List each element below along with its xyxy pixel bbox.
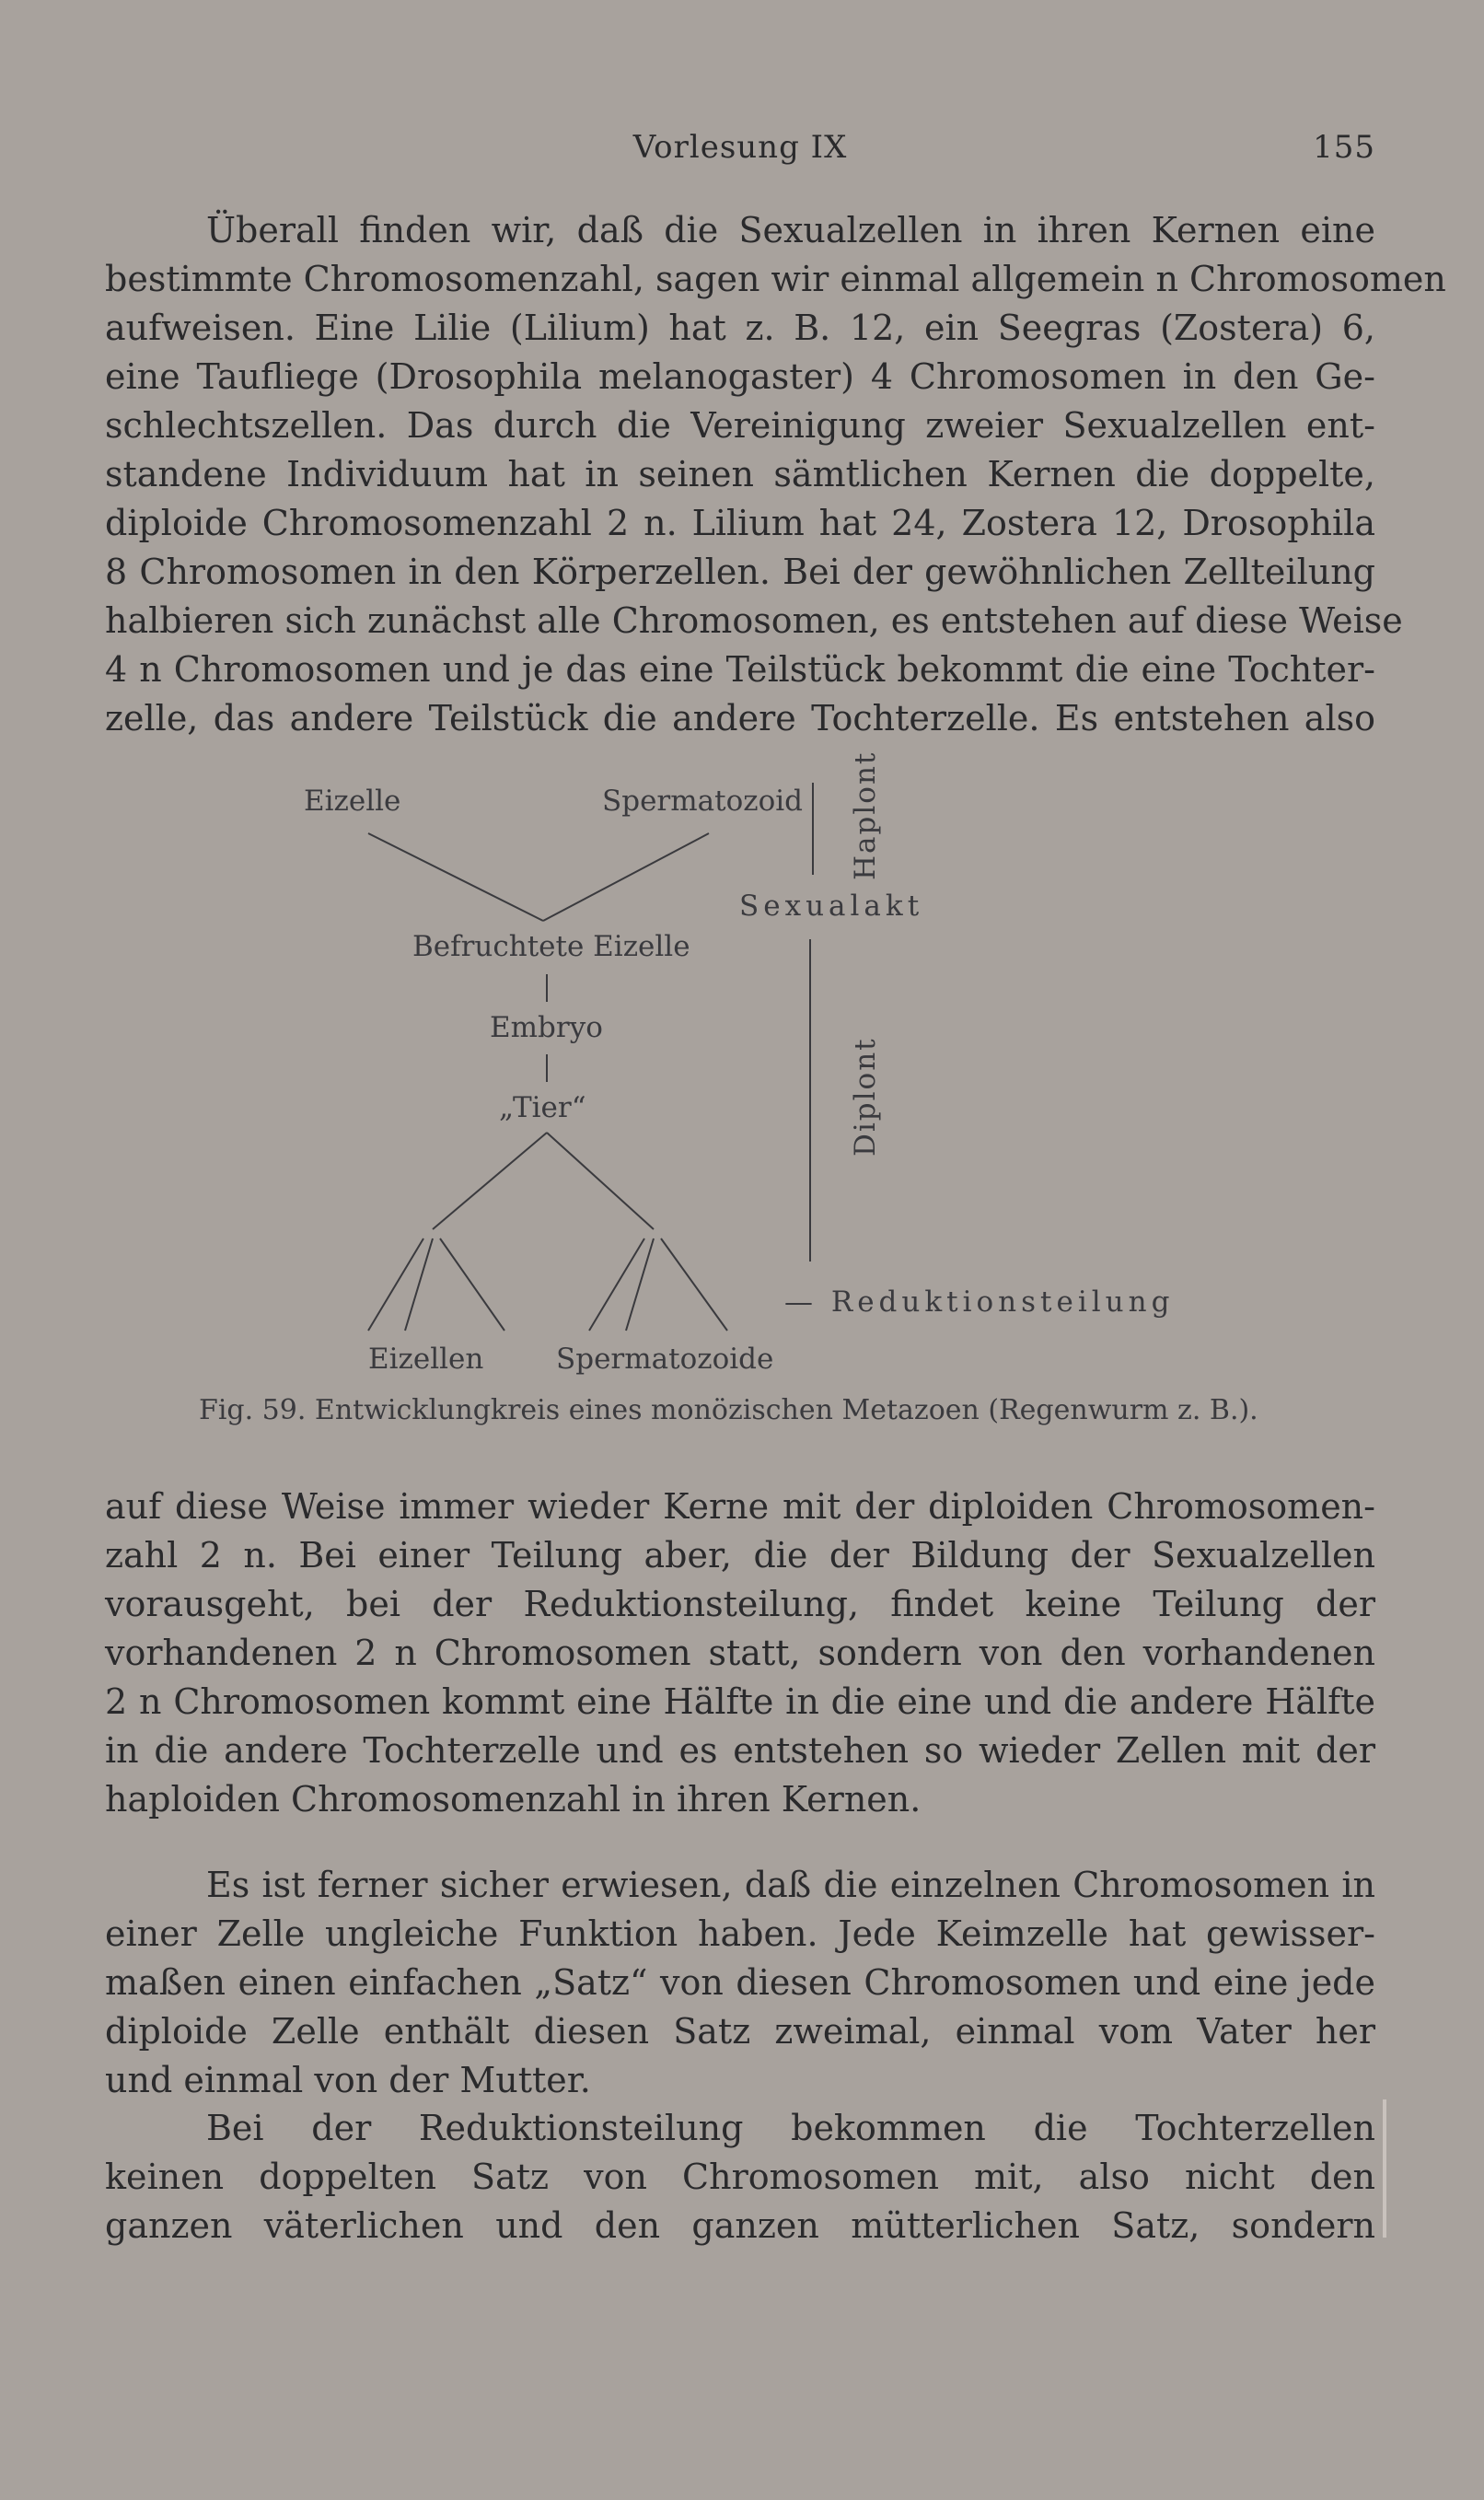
label-spermatozoide: Spermatozoide bbox=[556, 1343, 774, 1376]
eizellen-branch bbox=[440, 1238, 504, 1331]
label-reduktionsteilung: — Reduktionsteilung bbox=[784, 1285, 1175, 1319]
spermatozoide-branch bbox=[626, 1238, 654, 1331]
text-line: keinen doppelten Satz von Chromosomen mit, also nicht den bbox=[105, 2157, 1375, 2197]
text-line: haploiden Chromosomenzahl in ihren Kernen. bbox=[105, 1779, 922, 1820]
eizellen-branch bbox=[368, 1238, 423, 1331]
text-line: standene Individuum hat in seinen sämtlichen Kernen die doppelte, bbox=[105, 454, 1375, 494]
text-line: schlechtszellen. Das durch die Vereinigung zweier Sexualzellen ent- bbox=[105, 405, 1375, 446]
page-edge-mark bbox=[1383, 2099, 1386, 2238]
paragraph-3 bbox=[105, 1861, 1375, 2105]
text-line: 4 n Chromosomen und je das eine Teilstück bekommt die eine Tochter- bbox=[105, 649, 1375, 690]
label-befruchtete-eizelle: Befruchtete Eizelle bbox=[412, 930, 690, 963]
text-line: halbieren sich zunächst alle Chromosomen, es entstehen auf diese Weise bbox=[105, 600, 1403, 641]
label-spermatozoid: Spermatozoid bbox=[602, 785, 803, 818]
text-line: einer Zelle ungleiche Funktion haben. Jede Keimzelle hat gewisser- bbox=[105, 1913, 1375, 1954]
text-line: 2 n Chromosomen kommt eine Hälfte in die eine und die andere Hälfte bbox=[105, 1681, 1375, 1722]
text-line: bestimmte Chromosomenzahl, sagen wir einmal allgemein n Chromosomen bbox=[105, 259, 1446, 299]
tier-left-branch bbox=[433, 1133, 547, 1229]
spermatozoid-connector bbox=[543, 833, 709, 921]
text-line: und einmal von der Mutter. bbox=[105, 2060, 591, 2100]
figure-caption: Fig. 59. Entwicklungkreis eines monözischen Metazoen (Regenwurm z. B.). bbox=[199, 1394, 1258, 1426]
text-line: Es ist ferner sicher erwiesen, daß die einzelnen Chromosomen in bbox=[206, 1865, 1375, 1905]
eizellen-branch bbox=[405, 1238, 433, 1331]
label-haplont: Haplont bbox=[849, 750, 882, 880]
text-line: zelle, das andere Teilstück die andere Tochterzelle. Es entstehen also bbox=[105, 698, 1375, 738]
running-title: Vorlesung IX bbox=[632, 129, 848, 166]
text-line: zahl 2 n. Bei einer Teilung aber, die der Bildung der Sexualzellen bbox=[105, 1535, 1375, 1576]
text-line: Bei der Reduktionsteilung bekommen die Tochterzellen bbox=[206, 2108, 1375, 2148]
label-eizelle: Eizelle bbox=[304, 785, 401, 818]
text-line: Überall finden wir, daß die Sexualzellen in ihren Kernen eine bbox=[206, 210, 1375, 250]
text-line: eine Taufliege (Drosophila melanogaster) 4 Chromosomen in den Ge- bbox=[105, 356, 1375, 397]
paragraph-2 bbox=[105, 1483, 1375, 1824]
label-sexualakt: Sexualakt bbox=[739, 890, 924, 923]
page-number: 155 bbox=[1313, 129, 1375, 166]
paragraph-4 bbox=[105, 2104, 1375, 2250]
spermatozoide-branch bbox=[661, 1238, 727, 1331]
text-line: vorhandenen 2 n Chromosomen statt, sondern von den vorhandenen bbox=[105, 1633, 1375, 1673]
text-line: in die andere Tochterzelle und es entstehen so wieder Zellen mit der bbox=[105, 1730, 1375, 1771]
text-line: auf diese Weise immer wieder Kerne mit der diploiden Chromosomen- bbox=[105, 1486, 1375, 1527]
label-diplont: Diplont bbox=[849, 1037, 882, 1157]
text-line: diploide Chromosomenzahl 2 n. Lilium hat 24, Zostera 12, Drosophila bbox=[105, 503, 1375, 543]
text-line: aufweisen. Eine Lilie (Lilium) hat z. B. 12, ein Seegras (Zostera) 6, bbox=[105, 308, 1375, 348]
text-line: ganzen väterlichen und den ganzen mütterlichen Satz, sondern bbox=[105, 2205, 1375, 2246]
label-tier: „Tier“ bbox=[499, 1091, 586, 1124]
label-eizellen: Eizellen bbox=[368, 1343, 484, 1376]
text-line: diploide Zelle enthält diesen Satz zweimal, einmal vom Vater her bbox=[105, 2011, 1375, 2052]
text-line: vorausgeht, bei der Reduktionsteilung, findet keine Teilung der bbox=[105, 1584, 1375, 1624]
spermatozoide-branch bbox=[589, 1238, 644, 1331]
eizelle-connector bbox=[368, 833, 543, 921]
text-line: maßen einen einfachen „Satz“ von diesen Chromosomen und eine jede bbox=[105, 1962, 1375, 2003]
text-line: 8 Chromosomen in den Körperzellen. Bei der gewöhnlichen Zellteilung bbox=[105, 552, 1375, 592]
label-embryo: Embryo bbox=[490, 1011, 603, 1044]
tier-right-branch bbox=[547, 1133, 654, 1229]
